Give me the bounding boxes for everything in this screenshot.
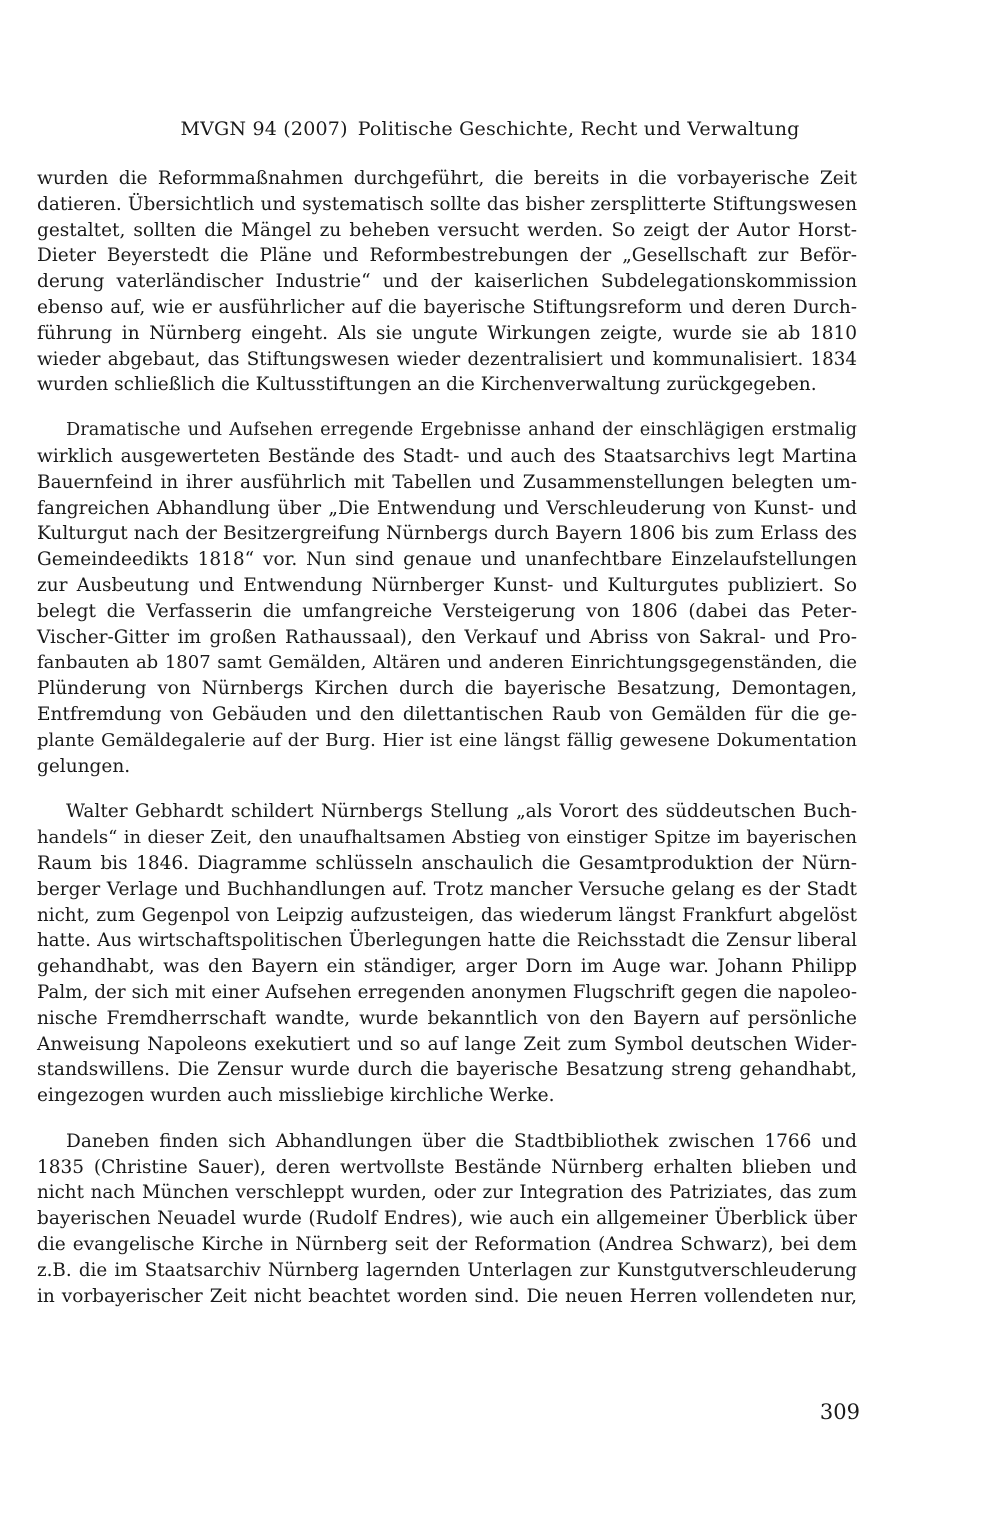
journal-reference: MVGN 94 (2007) — [180, 118, 348, 140]
running-head — [120, 118, 860, 140]
page-number: 309 — [819, 1400, 860, 1424]
text-line: zur Ausbeutung und Entwendung Nürnberger Kunst- und Kulturgutes publiziert. So — [37, 574, 857, 596]
text-line: nicht nach München verschleppt wurden, oder zur Integration des Patriziates, das zum — [37, 1182, 857, 1204]
text-line: standswillens. Die Zensur wurde durch die bayerische Besatzung streng gehandhabt, — [37, 1059, 857, 1081]
text-line: derung vaterländischer Industrie“ und der kaiserlichen Subdelegationskommission — [37, 271, 857, 293]
text-line: in vorbayerischer Zeit nicht beachtet worden sind. Die neuen Herren vollendeten nur, — [37, 1285, 857, 1307]
paragraph — [37, 418, 857, 779]
text-line: Raum bis 1846. Diagramme schlüsseln anschaulich die Gesamtproduktion der Nürn- — [37, 852, 857, 874]
text-line: datieren. Übersichtlich und systematisch sollte das bisher zersplitterte Stiftungswesen — [37, 193, 857, 215]
text-line: Entfremdung von Gebäuden und den dilettantischen Raub von Gemälden für die ge- — [37, 703, 857, 725]
text-line: gehandhabt, was den Bayern ein ständiger, arger Dorn im Auge war. Johann Philipp — [37, 956, 857, 978]
text-line: wirklich ausgewerteten Bestände des Stadt- und auch des Staatsarchivs legt Martina — [37, 445, 857, 467]
text-line: fangreichen Abhandlung über „Die Entwendung und Verschleuderung von Kunst- und — [37, 497, 857, 519]
text-line: Walter Gebhardt schildert Nürnbergs Stellung „als Vorort des süddeutschen Buch- — [66, 801, 857, 823]
text-line: wurden schließlich die Kultusstiftungen an die Kirchenverwaltung zurückgegeben. — [37, 374, 817, 396]
text-line: handels“ in dieser Zeit, den unaufhaltsamen Abstieg von einstiger Spitze im bayerischen — [37, 827, 857, 849]
text-line: belegt die Verfasserin die umfangreiche Versteigerung von 1806 (dabei das Peter- — [37, 600, 857, 622]
text-line: 1835 (Christine Sauer), deren wertvollste Bestände Nürnberg erhalten blieben und — [37, 1156, 857, 1178]
paragraph — [37, 1129, 857, 1310]
text-line: plante Gemäldegalerie auf der Burg. Hier ist eine längst fällig gewesene Dokumentation — [37, 729, 857, 751]
paragraph — [37, 799, 857, 1109]
text-line: die evangelische Kirche in Nürnberg seit der Reformation (Andrea Schwarz), bei dem — [37, 1234, 857, 1256]
text-line: z.B. die im Staatsarchiv Nürnberg lagernden Unterlagen zur Kunstgutverschleuderung — [37, 1259, 857, 1281]
text-line: Kulturgut nach der Besitzergreifung Nürnbergs durch Bayern 1806 bis zum Erlass des — [37, 523, 857, 545]
text-line: Dieter Beyerstedt die Pläne und Reformbestrebungen der „Gesellschaft zur Beför- — [37, 245, 857, 267]
text-line: nische Fremdherrschaft wandte, wurde bekanntlich von den Bayern auf persönliche — [37, 1007, 857, 1029]
text-line: Palm, der sich mit einer Aufsehen erregenden anonymen Flugschrift gegen die napoleo- — [37, 981, 857, 1003]
body-text — [37, 166, 857, 1329]
text-line: nicht, zum Gegenpol von Leipzig aufzusteigen, das wiederum längst Frankfurt abgelöst — [37, 904, 857, 926]
paragraph — [37, 166, 857, 398]
text-line: Bauernfeind in ihrer ausführlich mit Tabellen und Zusammenstellungen belegten um- — [37, 471, 857, 493]
text-line: Gemeindeedikts 1818“ vor. Nun sind genaue und unanfechtbare Einzelaufstellungen — [37, 549, 857, 571]
text-line: Dramatische und Aufsehen erregende Ergebnisse anhand der einschlägigen erstmalig — [66, 420, 857, 441]
text-line: ebenso auf, wie er ausführlicher auf die bayerische Stiftungsreform und deren Durch- — [37, 296, 857, 318]
text-line: führung in Nürnberg eingeht. Als sie ungute Wirkungen zeigte, wurde sie ab 1810 — [37, 322, 857, 344]
text-line: hatte. Aus wirtschaftspolitischen Überlegungen hatte die Reichsstadt die Zensur liberal — [37, 930, 857, 952]
text-line: gelungen. — [37, 755, 131, 777]
text-line: wieder abgebaut, das Stiftungswesen wieder dezentralisiert und kommunalisiert. 1834 — [37, 348, 857, 370]
text-line: Plünderung von Nürnbergs Kirchen durch die bayerische Besatzung, Demontagen, — [37, 678, 857, 700]
text-line: wurden die Reformmaßnahmen durchgeführt, die bereits in die vorbayerische Zeit — [37, 168, 857, 189]
text-line: Daneben finden sich Abhandlungen über die Stadtbibliothek zwischen 1766 und — [66, 1130, 857, 1152]
text-line: bayerischen Neuadel wurde (Rudolf Endres), wie auch ein allgemeiner Überblick über — [37, 1208, 857, 1230]
text-line: berger Verlage und Buchhandlungen auf. Trotz mancher Versuche gelang es der Stadt — [37, 878, 857, 900]
text-line: fanbauten ab 1807 samt Gemälden, Altären und anderen Einrichtungsgegenständen, die — [37, 652, 857, 674]
text-line: Anweisung Napoleons exekutiert und so auf lange Zeit zum Symbol deutschen Wider- — [37, 1033, 857, 1055]
section-title: Politische Geschichte, Recht und Verwaltung — [357, 118, 800, 140]
text-line: eingezogen wurden auch missliebige kirchliche Werke. — [37, 1085, 555, 1107]
text-line: Vischer-Gitter im großen Rathaussaal), den Verkauf und Abriss von Sakral- und Pro- — [37, 626, 857, 648]
text-line: gestaltet, sollten die Mängel zu beheben versucht werden. So zeigt der Autor Horst- — [37, 219, 857, 241]
